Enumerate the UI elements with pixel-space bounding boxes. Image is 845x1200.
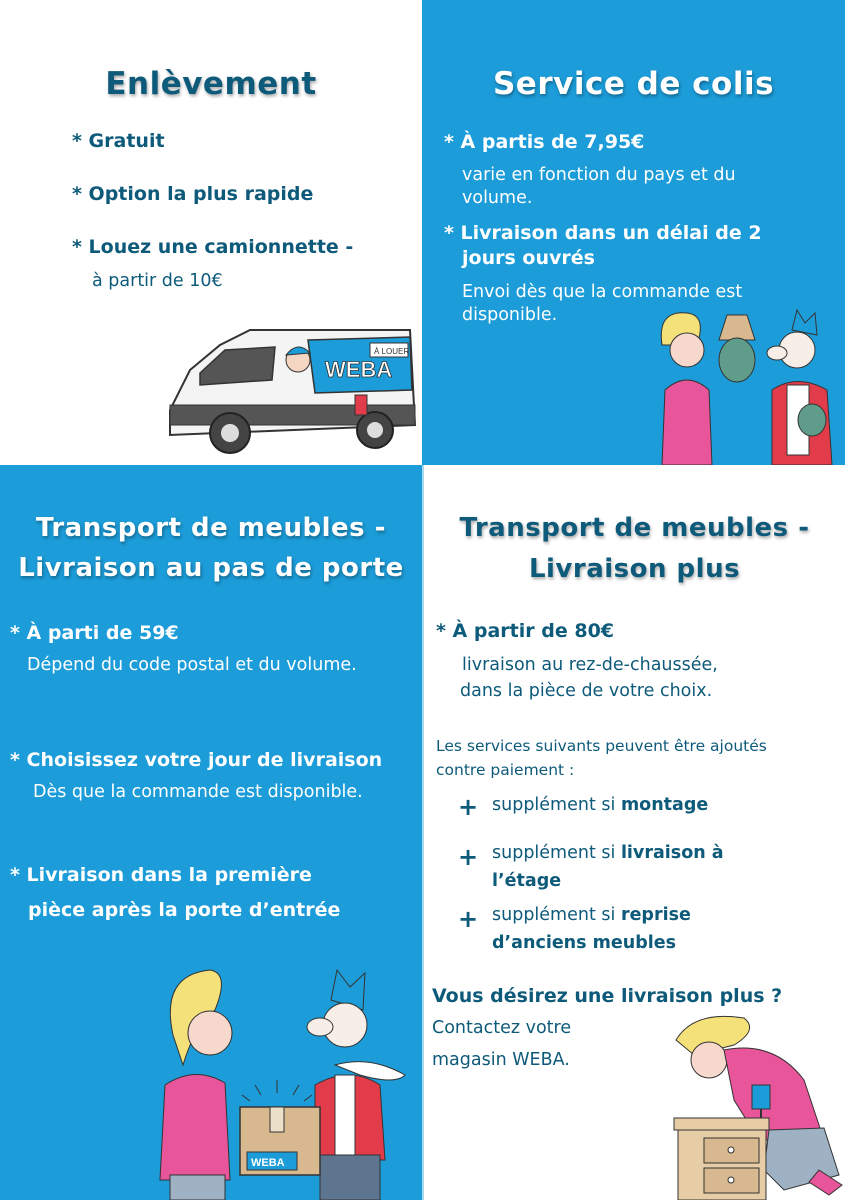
pickup-bullet-free: * Gratuit [72,130,165,152]
plus-icon: + [458,843,479,871]
plus-title-line-1: Transport de meubles - [459,513,810,543]
doorstep-section [0,465,422,1200]
plus-cta-title: Vous désirez une livraison plus ? [432,985,783,1007]
extra-assembly: supplément si montage [492,795,709,815]
van-illustration [160,315,422,465]
doorstep-day-detail: Dès que la commande est disponible. [33,782,363,802]
woman-drilling-illustration [664,1010,845,1200]
parcel-price-detail-2: volume. [462,188,533,208]
pickup-title: Enlèvement [105,66,317,102]
plus-extras-intro-1: Les services suivants peuvent être ajoutés [436,737,767,755]
parcel-delivery-detail-1: Envoi dès que la commande est [462,282,743,302]
plus-title-line-2: Livraison plus [528,554,741,584]
doorstep-price-detail: Dépend du code postal et du volume. [27,655,357,675]
doorstep-title-line-2: Livraison au pas de porte [18,553,404,583]
plus-extras-intro-2: contre paiement : [436,761,575,779]
parcel-bullet-delivery-2: jours ouvrés [462,247,595,269]
plus-price-detail-1: livraison au rez-de-chaussée, [462,655,718,675]
svg-text:WEBA: WEBA [251,1157,285,1169]
plus-icon: + [458,793,479,821]
extra-floor-delivery-line-2: l’étage [492,871,562,891]
extra-old-furniture: supplément si reprise [492,905,691,925]
plus-price-detail-2: dans la pièce de votre choix. [460,681,713,701]
parcel-bullet-price: * À partis de 7,95€ [444,131,645,153]
doorstep-title-line-1: Transport de meubles - [35,513,386,543]
pickup-bullet-van: * Louez une camionnette - [72,236,354,258]
parcel-bullet-delivery-1: * Livraison dans un délai de 2 [444,222,762,244]
parcel-delivery-detail-2: disponible. [462,305,558,325]
doorstep-bullet-first-room-1: * Livraison dans la première [10,864,312,886]
extra-old-furniture-line-2: d’anciens meubles [492,933,677,953]
extra-floor-delivery: supplément si livraison à [492,843,724,863]
doorstep-bullet-day: * Choisissez votre jour de livraison [10,749,383,771]
plus-price: * À partir de 80€ [436,620,615,642]
parcel-title: Service de colis [492,66,775,102]
pickup-section [0,0,422,465]
couple-with-lamps-illustration [647,305,845,465]
plus-cta-line-1: Contactez votre [432,1018,572,1038]
plus-icon: + [458,905,479,933]
svg-text:À LOUER: À LOUER [374,347,410,356]
plus-cta-line-2: magasin WEBA. [432,1050,570,1070]
svg-text:WEBA: WEBA [325,357,393,382]
doorstep-bullet-price: * À parti de 59€ [10,622,179,644]
pickup-bullet-fastest: * Option la plus rapide [72,183,314,205]
box-handover-illustration [155,965,420,1200]
parcel-section [422,0,845,465]
delivery-plus-section [422,465,845,1200]
doorstep-bullet-first-room-2: pièce après la porte d’entrée [28,899,341,921]
parcel-price-detail-1: varie en fonction du pays et du [462,165,736,185]
pickup-bullet-van-price: à partir de 10€ [92,271,223,291]
